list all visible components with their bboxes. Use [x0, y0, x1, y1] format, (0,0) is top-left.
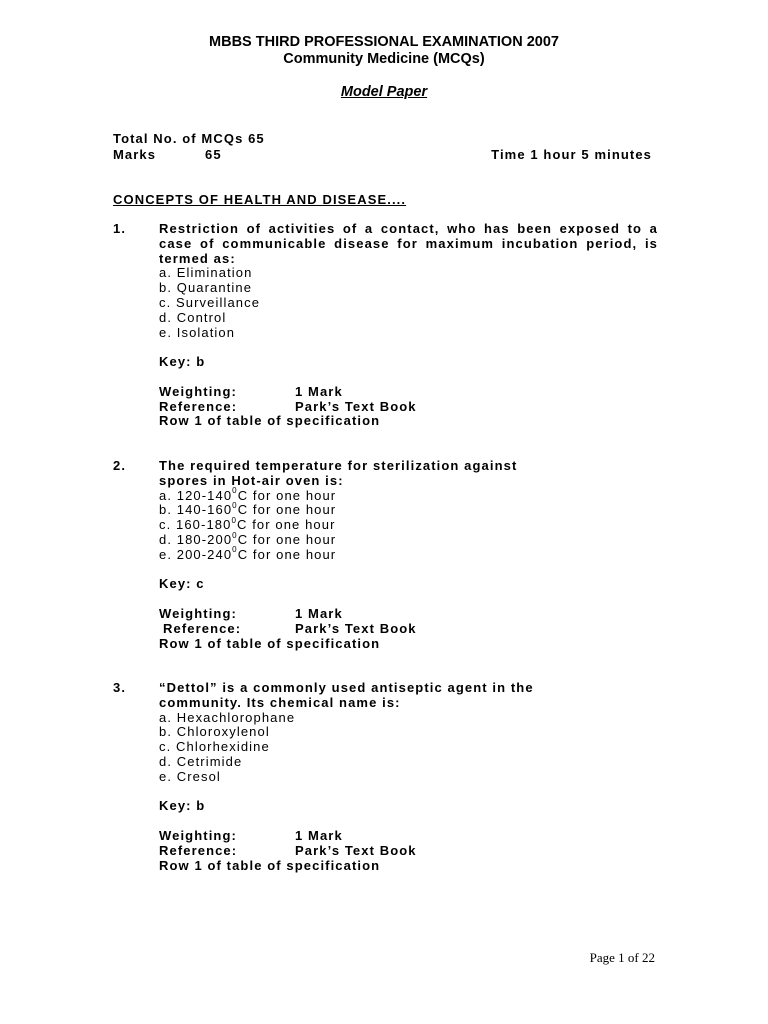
weighting-row — [159, 607, 658, 622]
weighting-row — [159, 385, 658, 400]
question-text-line: spores in Hot-air oven is: — [159, 472, 344, 488]
weighting-label: Weighting: — [159, 383, 237, 399]
reference-row — [159, 844, 658, 859]
question-body — [159, 681, 658, 873]
option: c. Surveillance — [159, 294, 261, 310]
reference-value: Park’s Text Book — [295, 842, 417, 858]
option-suffix: C for one hour — [237, 546, 337, 562]
reference-value: Park’s Text Book — [295, 620, 417, 636]
option-suffix: C for one hour — [237, 531, 337, 547]
model-paper-heading: Model Paper — [340, 84, 428, 100]
reference-label: Reference: — [159, 398, 238, 414]
question-3 — [113, 681, 658, 873]
option-prefix: d. 180-200 — [159, 531, 233, 547]
document-header — [0, 34, 768, 100]
option-prefix: a. 120-140 — [159, 487, 233, 503]
question-number: 3. — [113, 680, 127, 695]
degree-sup: 0 — [232, 501, 238, 511]
exam-meta — [113, 131, 658, 163]
marks-value: 65 — [205, 147, 222, 162]
weighting-value: 1 Mark — [295, 605, 343, 621]
weighting-label: Weighting: — [159, 605, 237, 621]
degree-sup: 0 — [232, 545, 238, 555]
exam-time: Time 1 hour 5 minutes — [491, 147, 652, 162]
reference-row — [159, 400, 658, 415]
option-prefix: c. 160-180 — [159, 517, 232, 533]
question-number: 2. — [113, 458, 127, 473]
exam-subtitle: Community Medicine (MCQs) — [283, 51, 485, 67]
question-info — [159, 829, 658, 873]
weighting-value: 1 Mark — [295, 827, 343, 843]
option: d. Control — [159, 309, 227, 325]
specification-row — [159, 414, 658, 429]
option: e. Cresol — [159, 768, 221, 784]
question-text-line: The required temperature for sterilization against — [159, 458, 518, 473]
option: c. Chlorhexidine — [159, 739, 270, 755]
option: a. Elimination — [159, 265, 253, 281]
specification-text: Row 1 of table of specification — [159, 857, 381, 873]
question-info — [159, 385, 658, 429]
question-body — [159, 222, 658, 429]
option-suffix: C for one hour — [237, 487, 337, 503]
reference-value: Park’s Text Book — [295, 398, 417, 414]
option: b. Chloroxylenol — [159, 724, 270, 740]
specification-row — [159, 637, 658, 652]
option: d. Cetrimide — [159, 753, 243, 769]
option — [159, 545, 658, 563]
option: e. Isolation — [159, 324, 236, 340]
reference-label: Reference: — [163, 620, 242, 636]
option-prefix: b. 140-160 — [159, 502, 233, 518]
option-suffix: C for one hour — [237, 502, 337, 518]
specification-text: Row 1 of table of specification — [159, 413, 381, 429]
degree-sup: 0 — [232, 486, 238, 496]
weighting-label: Weighting: — [159, 827, 237, 843]
exam-title: MBBS THIRD PROFESSIONAL EXAMINATION 2007 — [209, 34, 559, 50]
degree-sup: 0 — [231, 515, 237, 525]
question-text-line: “Dettol” is a commonly used antiseptic agent in the — [159, 680, 534, 695]
answer-key: Key: b — [159, 798, 206, 814]
section-heading: CONCEPTS OF HEALTH AND DISEASE.... — [113, 192, 407, 207]
reference-row — [159, 622, 658, 637]
weighting-row — [159, 829, 658, 844]
question-body — [159, 459, 658, 651]
option-suffix: C for one hour — [237, 517, 336, 533]
total-mcqs: Total No. of MCQs 65 — [113, 131, 265, 146]
question-2 — [113, 459, 658, 651]
question-text: Restriction of activities of a contact, who has been exposed to a case of communicable disease for maximum incubation period, is termed as: — [159, 221, 658, 266]
specification-row — [159, 859, 658, 874]
question-1 — [113, 222, 658, 429]
weighting-value: 1 Mark — [295, 383, 343, 399]
question-text-line: community. Its chemical name is: — [159, 694, 401, 710]
option: a. Hexachlorophane — [159, 709, 296, 725]
page-number: Page 1 of 22 — [589, 950, 655, 965]
marks-label: Marks — [113, 147, 157, 162]
question-info — [159, 607, 658, 651]
meta-marks-row — [113, 147, 658, 163]
option-prefix: e. 200-240 — [159, 546, 233, 562]
specification-text: Row 1 of table of specification — [159, 635, 381, 651]
degree-sup: 0 — [232, 530, 238, 540]
question-number: 1. — [113, 221, 127, 236]
reference-label: Reference: — [159, 842, 238, 858]
option: b. Quarantine — [159, 280, 253, 296]
answer-key: Key: c — [159, 576, 205, 592]
meta-total-row — [113, 131, 658, 147]
answer-key: Key: b — [159, 354, 206, 370]
